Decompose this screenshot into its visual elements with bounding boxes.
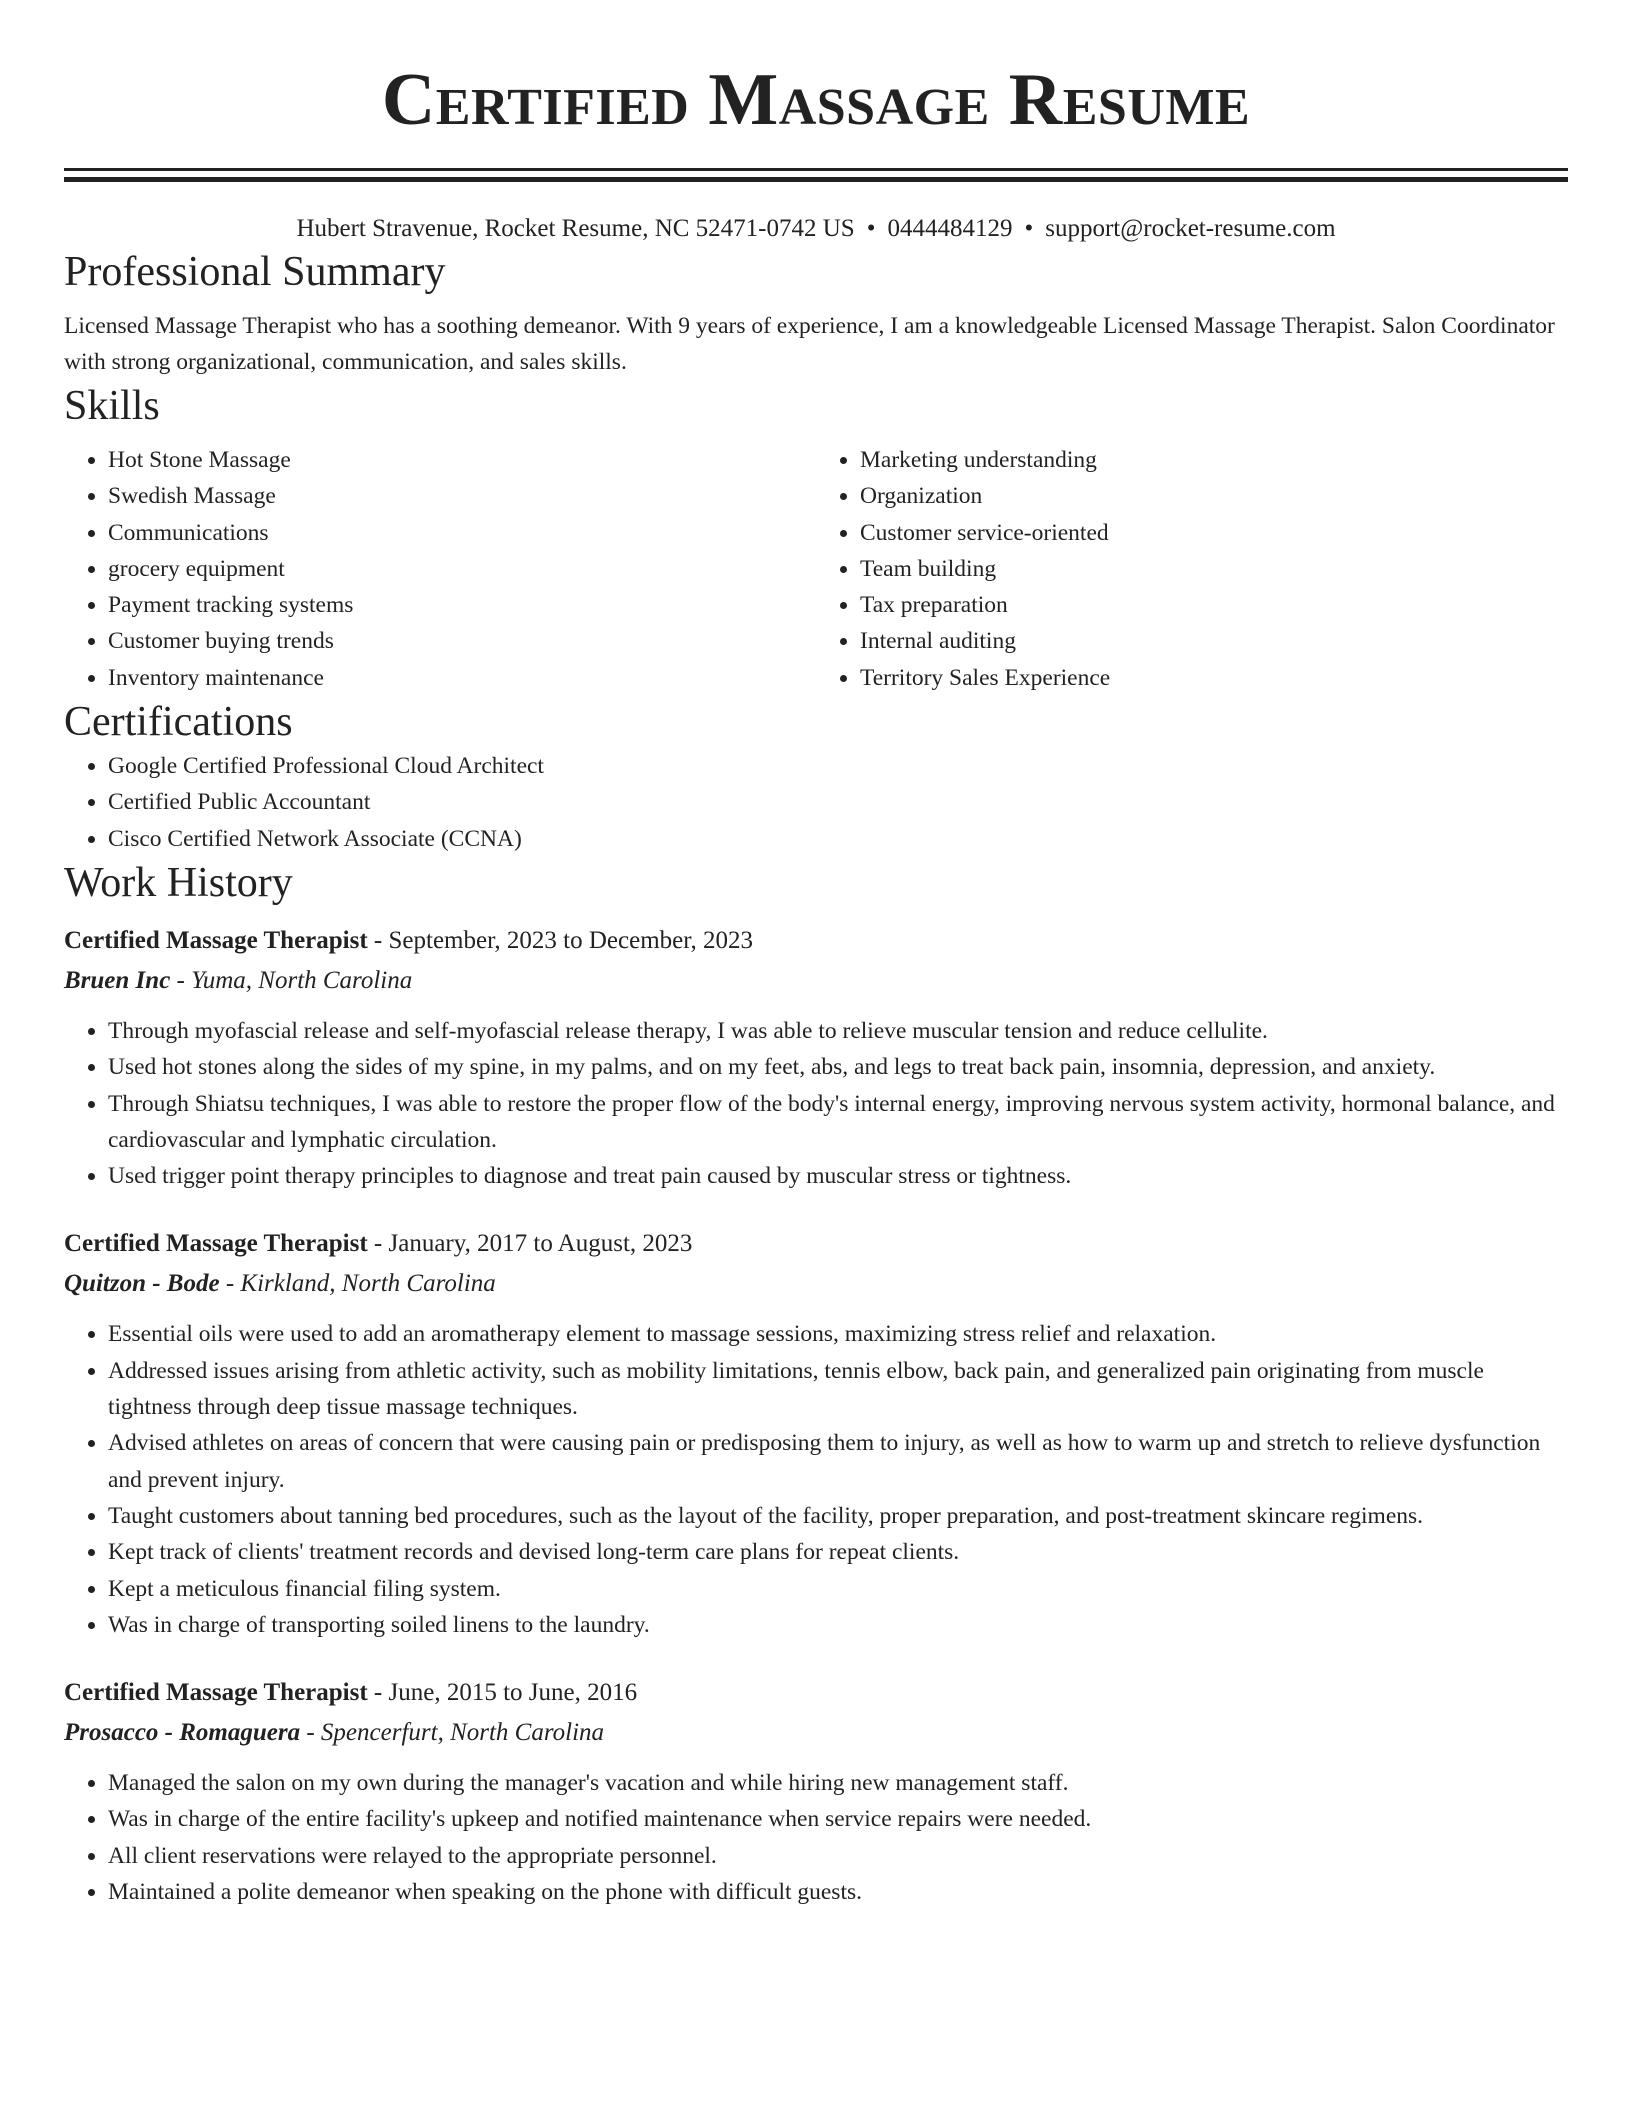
job-role: Certified Massage Therapist	[64, 1679, 368, 1707]
job-duty-item: • Kept a meticulous financial filing system.	[108, 1571, 1568, 1607]
skills-list-right	[816, 442, 1568, 696]
job-duties-list	[64, 1316, 1568, 1643]
certification-item: • Google Certified Professional Cloud Architect	[108, 748, 1568, 784]
skill-item: • Swedish Massage	[108, 478, 816, 514]
job-duties-list	[64, 1013, 1568, 1194]
job-dates: - January, 2017 to August, 2023	[367, 1230, 693, 1258]
skill-item: • Territory Sales Experience	[860, 660, 1568, 696]
job-company: Quitzon - Bode	[64, 1270, 220, 1298]
summary-text: Licensed Massage Therapist who has a soothing demeanor. With 9 years of experience, I am a knowledgeable Licensed Massage Therapist. Salon Coordinator with strong organizational, communication, and sales skills.	[64, 313, 1555, 375]
job-duty-item: • Taught customers about tanning bed procedures, such as the layout of the facility, proper preparation, and post-treatment skincare regimens.	[108, 1498, 1568, 1534]
job-company: Bruen Inc	[64, 966, 171, 994]
skill-item: • grocery equipment	[108, 551, 816, 587]
job-location: - Yuma, North Carolina	[170, 966, 413, 994]
job-duty-item: • Was in charge of the entire facility's upkeep and notified maintenance when service repairs were needed.	[108, 1801, 1568, 1837]
job-dates: - September, 2023 to December, 2023	[367, 926, 754, 954]
skill-item: • Team building	[860, 551, 1568, 587]
certifications-heading: Certifications	[64, 699, 293, 746]
job-title-line	[64, 1673, 1568, 1713]
job-duty-item: • Was in charge of transporting soiled linens to the laundry.	[108, 1607, 1568, 1643]
job-location: - Spencerfurt, North Carolina	[300, 1719, 605, 1747]
contact-separator: •	[1024, 215, 1034, 242]
skill-item: • Communications	[108, 515, 816, 551]
certification-item: • Cisco Certified Network Associate (CCNA)	[108, 821, 1568, 857]
job-entry	[64, 1673, 1568, 1910]
certifications-list	[64, 748, 1568, 857]
skills-heading: Skills	[64, 383, 160, 429]
job-dates: - June, 2015 to June, 2016	[367, 1679, 638, 1707]
job-duties-list	[64, 1765, 1568, 1910]
skill-item: • Organization	[860, 478, 1568, 514]
certification-item: • Certified Public Accountant	[108, 784, 1568, 820]
skill-item: • Customer service-oriented	[860, 515, 1568, 551]
skill-item: • Payment tracking systems	[108, 587, 816, 623]
job-employer-line	[64, 1264, 1568, 1304]
title-divider-bottom	[64, 177, 1568, 182]
job-title-line	[64, 921, 1568, 961]
contact-email: support@rocket-resume.com	[1045, 215, 1336, 242]
skill-item: • Tax preparation	[860, 587, 1568, 623]
job-duty-item: • Advised athletes on areas of concern that were causing pain or predisposing them to injury, as well as how to warm up and stretch to relieve dysfunction and prevent injury.	[108, 1425, 1568, 1498]
job-employer-line	[64, 961, 1568, 1001]
skill-item: • Marketing understanding	[860, 442, 1568, 478]
contact-line	[64, 212, 1568, 246]
job-duty-item: • Managed the salon on my own during the manager's vacation and while hiring new management staff.	[108, 1765, 1568, 1801]
job-duty-item: • Used hot stones along the sides of my spine, in my palms, and on my feet, abs, and legs to treat back pain, insomnia, depression, and anxiety.	[108, 1049, 1568, 1085]
skill-item: • Inventory maintenance	[108, 660, 816, 696]
job-duty-item: • Through myofascial release and self-myofascial release therapy, I was able to relieve muscular tension and reduce cellulite.	[108, 1013, 1568, 1049]
job-duty-item: • Maintained a polite demeanor when speaking on the phone with difficult guests.	[108, 1874, 1568, 1910]
job-duty-item: • Used trigger point therapy principles to diagnose and treat pain caused by muscular stress or tightness.	[108, 1158, 1568, 1194]
skill-item: • Hot Stone Massage	[108, 442, 816, 478]
job-entry	[64, 1224, 1568, 1643]
job-duty-item: • Essential oils were used to add an aromatherapy element to massage sessions, maximizing stress relief and relaxation.	[108, 1316, 1568, 1352]
contact-phone: 0444484129	[887, 215, 1013, 242]
skills-columns	[64, 442, 1568, 696]
title-divider-top	[64, 168, 1568, 171]
job-title-line	[64, 1224, 1568, 1264]
job-entry	[64, 921, 1568, 1194]
job-location: - Kirkland, North Carolina	[219, 1270, 496, 1298]
contact-separator: •	[866, 215, 876, 242]
job-duty-item: • Through Shiatsu techniques, I was able to restore the proper flow of the body's internal energy, improving nervous system activity, hormonal balance, and cardiovascular and lymphatic circulation.	[108, 1086, 1568, 1159]
skill-item: • Internal auditing	[860, 623, 1568, 659]
contact-address: Hubert Stravenue, Rocket Resume, NC 52471-0742 US	[296, 215, 855, 242]
summary-heading: Professional Summary	[64, 249, 446, 295]
resume-title: Certified Massage Resume	[381, 59, 1251, 141]
job-employer-line	[64, 1713, 1568, 1753]
job-role: Certified Massage Therapist	[64, 926, 368, 954]
job-duty-item: • Kept track of clients' treatment records and devised long-term care plans for repeat clients.	[108, 1534, 1568, 1570]
job-company: Prosacco - Romaguera	[64, 1719, 301, 1747]
job-duty-item: • Addressed issues arising from athletic activity, such as mobility limitations, tennis elbow, back pain, and generalized pain originating from muscle tightness through deep tissue massage techniques.	[108, 1353, 1568, 1426]
skill-item: • Customer buying trends	[108, 623, 816, 659]
job-role: Certified Massage Therapist	[64, 1230, 368, 1258]
work-history-heading: Work History	[64, 859, 293, 906]
skills-list-left	[64, 442, 816, 696]
job-duty-item: • All client reservations were relayed to the appropriate personnel.	[108, 1838, 1568, 1874]
